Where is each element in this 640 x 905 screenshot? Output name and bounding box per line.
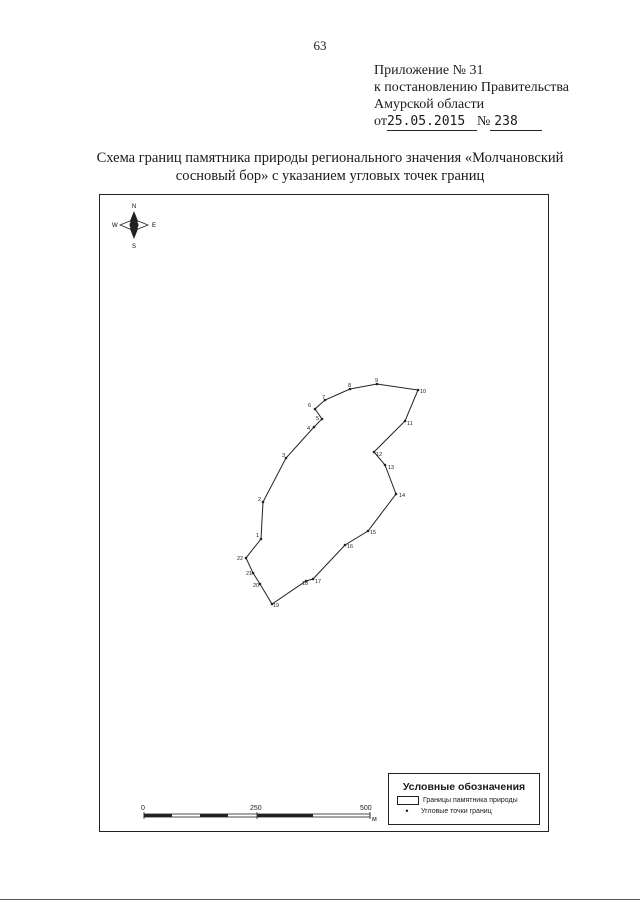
compass-center (130, 221, 139, 230)
scale-label-500: 500 (360, 805, 372, 812)
boundary-point-marker (384, 464, 387, 467)
legend-title: Условные обозначения (402, 781, 526, 793)
legend-boundary-swatch (397, 796, 419, 805)
compass-rose (112, 204, 156, 250)
compass-n-label: N (131, 204, 137, 210)
appendix-header (374, 62, 569, 131)
boundary-point-label: 2 (258, 497, 262, 503)
nature-monument-boundary (246, 384, 418, 604)
boundary-point-label: 13 (388, 465, 395, 471)
page-number: 63 (313, 38, 327, 53)
boundary-point-label: 20 (253, 583, 260, 589)
boundary-point-label: 21 (246, 571, 253, 577)
boundary-point-label: 5 (316, 416, 320, 422)
boundary-point-label: 1 (256, 533, 260, 539)
boundary-point-label: 15 (370, 530, 377, 536)
legend-row-boundary (397, 796, 539, 805)
map-canvas (100, 195, 549, 832)
boundary-point-label: 9 (375, 378, 379, 384)
appendix-region: Амурской области (374, 97, 485, 112)
boundary-point-label: 3 (282, 453, 286, 459)
scale-seg-3 (257, 814, 313, 817)
map-frame (99, 194, 549, 832)
scale-bar (144, 812, 370, 819)
boundary-point-label: 10 (420, 389, 427, 395)
compass-w-label: W (112, 223, 118, 229)
boundary-point-marker (312, 578, 315, 581)
boundary-point-label: 17 (315, 579, 322, 585)
boundary-point-marker (344, 544, 347, 547)
boundary-point-label: 18 (302, 581, 309, 587)
title-line-1: Схема границ памятника природы регионального значения «Молчановский (96, 150, 564, 166)
boundary-point-label: 22 (237, 556, 244, 562)
boundary-point-marker (313, 426, 316, 429)
boundary-point-marker (260, 538, 263, 541)
boundary-point-label: 4 (307, 426, 311, 432)
date-prefix: от (374, 114, 387, 129)
boundary-point-marker (367, 530, 370, 533)
scan-edge-line (0, 899, 640, 900)
boundary-point-label: 19 (273, 603, 280, 609)
compass-s-label: S (131, 244, 137, 250)
boundary-point-label: 8 (348, 383, 352, 389)
boundary-layer (237, 378, 426, 609)
boundary-point-label: 14 (399, 493, 406, 499)
number-prefix: № (476, 114, 491, 129)
boundary-point-marker (262, 501, 265, 504)
boundary-point-marker (404, 420, 407, 423)
scale-seg-2 (200, 814, 228, 817)
legend-points-label: Угловые точки границ (421, 808, 492, 815)
document-title (60, 149, 600, 185)
boundary-point-marker (285, 457, 288, 460)
boundary-point-label: 6 (308, 403, 312, 409)
scale-unit: м (372, 816, 377, 823)
legend-row-points (397, 808, 539, 815)
date-value: 25.05.2015 (387, 113, 477, 131)
legend-point-symbol: • (405, 806, 409, 816)
boundary-point-marker (373, 451, 376, 454)
map-legend (388, 773, 540, 825)
appendix-resolution: к постановлению Правительства (374, 80, 570, 95)
boundary-point-label: 12 (376, 452, 383, 458)
boundary-point-marker (417, 389, 420, 392)
boundary-point-marker (395, 493, 398, 496)
scale-label-250: 250 (250, 805, 262, 812)
boundary-point-label: 16 (347, 544, 354, 550)
title-line-2: сосновый бор» с указанием угловых точек границ (175, 168, 485, 184)
legend-boundary-label: Границы памятника природы (423, 797, 518, 804)
boundary-point-marker (321, 418, 324, 421)
boundary-point-label: 11 (407, 421, 413, 427)
boundary-point-label: 7 (322, 395, 326, 401)
boundary-point-marker (245, 557, 248, 560)
boundary-point-marker (314, 408, 317, 411)
appendix-date-line (374, 113, 569, 131)
appendix-number: Приложение № 31 (374, 63, 484, 78)
scale-seg-1 (144, 814, 172, 817)
number-value: 238 (490, 113, 542, 131)
compass-e-label: E (152, 223, 157, 229)
scale-label-0: 0 (141, 805, 145, 812)
